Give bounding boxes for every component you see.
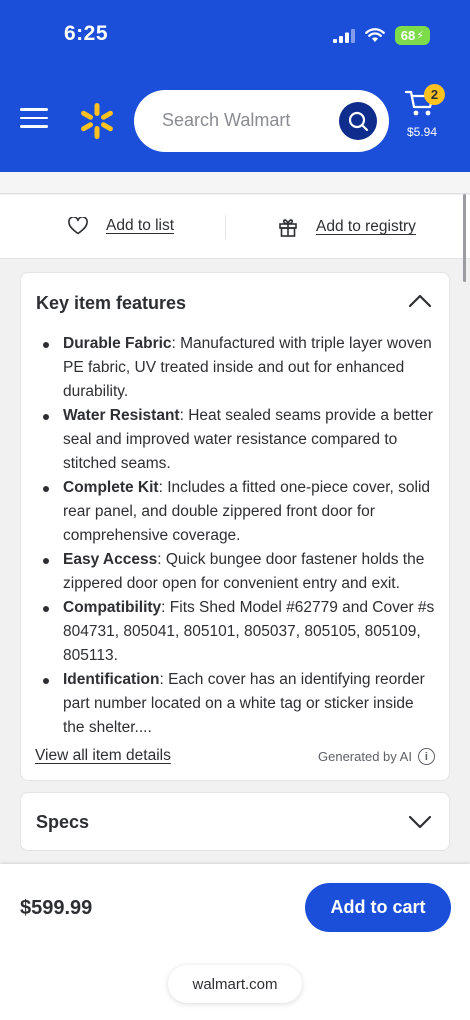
- search-icon: [347, 110, 369, 132]
- feature-item: Identification: Each cover has an identifying reorder part number located on a white tag or sticker inside the shelter....: [43, 668, 438, 740]
- chevron-down-icon[interactable]: [408, 815, 432, 829]
- bottom-purchase-bar: [0, 864, 470, 1020]
- signal-icon: [333, 29, 355, 43]
- cart-count-badge: 2: [424, 84, 445, 105]
- feature-item: Easy Access: Quick bungee door fastener holds the zippered door open for convenient entry and exit.: [43, 548, 438, 596]
- gift-icon: [278, 217, 298, 237]
- specs-card[interactable]: [20, 792, 450, 851]
- wifi-icon: [365, 28, 385, 43]
- add-to-list-label[interactable]: Add to list: [106, 217, 175, 234]
- generated-by-ai-label: Generated by AI: [318, 749, 412, 764]
- menu-icon[interactable]: [20, 108, 48, 132]
- add-to-cart-button[interactable]: Add to cart: [305, 883, 451, 932]
- info-icon[interactable]: i: [418, 748, 435, 765]
- add-to-list-button[interactable]: [68, 217, 174, 235]
- chevron-up-icon[interactable]: [408, 294, 432, 308]
- search-bar[interactable]: [134, 90, 389, 152]
- specs-title: Specs: [36, 812, 90, 832]
- cart-total: $5.94: [407, 125, 438, 139]
- action-divider: [225, 215, 226, 239]
- list-registry-actions: [0, 195, 470, 259]
- status-icons: [333, 26, 430, 45]
- scrollbar[interactable]: [463, 194, 466, 282]
- feature-item: Compatibility: Fits Shed Model #62779 and Cover #s 804731, 805041, 805101, 805037, 805105, 805109, 805113.: [43, 596, 438, 668]
- product-price: $599.99: [20, 897, 93, 919]
- key-features-list: [43, 332, 438, 740]
- walmart-spark-logo[interactable]: [78, 102, 116, 140]
- key-features-title: Key item features: [36, 293, 187, 313]
- heart-icon: [68, 217, 88, 235]
- section-divider: [0, 172, 470, 194]
- view-all-details-link[interactable]: View all item details: [35, 747, 171, 764]
- add-to-registry-label[interactable]: Add to registry: [316, 218, 416, 235]
- app-header: [0, 0, 470, 172]
- feature-item: Durable Fabric: Manufactured with triple layer woven PE fabric, UV treated inside and out for enhanced durability.: [43, 332, 438, 404]
- status-time: 6:25: [64, 22, 109, 45]
- search-input[interactable]: [162, 110, 322, 131]
- battery-indicator: 68 ⚡: [395, 26, 430, 45]
- add-to-registry-button[interactable]: [278, 217, 416, 237]
- search-button[interactable]: [339, 102, 377, 140]
- url-pill[interactable]: walmart.com: [168, 965, 302, 1003]
- feature-item: Water Resistant: Heat sealed seams provide a better seal and improved water resistance compared to stitched seams.: [43, 404, 438, 476]
- feature-item: Complete Kit: Includes a fitted one-piece cover, solid rear panel, and double zippered front door for comprehensive coverage.: [43, 476, 438, 548]
- generated-by-ai: [318, 748, 435, 765]
